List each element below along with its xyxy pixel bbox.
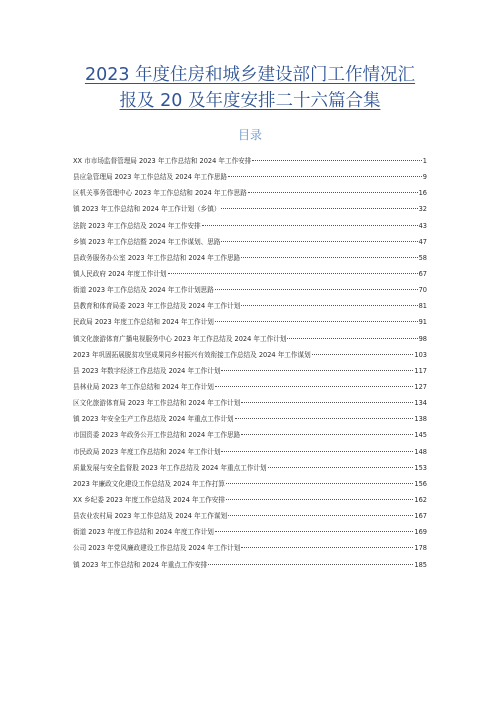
toc-entry-page-number[interactable]: 167 [414,512,427,521]
toc-entry-page-number[interactable]: 127 [414,382,427,391]
toc-entry-title[interactable]: XX 市市场监督管理局 2023 年工作总结和 2024 年工作安排 [73,157,252,165]
toc-dot-leader [215,531,414,532]
toc-entry[interactable] [73,169,427,185]
toc-entry[interactable] [73,427,427,443]
toc-entry-page-number[interactable]: 47 [418,237,427,246]
toc-entry[interactable] [73,444,427,460]
toc-entry-title[interactable]: 县政务服务办公室 2023 年工作总结和 2024 年工作思路 [73,253,241,262]
toc-dot-leader [215,289,418,290]
toc-entry-title[interactable]: 县 2023 年数字经济工作总结及 2024 年工作计划 [73,366,221,375]
toc-entry-page-number[interactable]: 138 [414,415,427,424]
toc-dot-leader [241,547,413,548]
toc-dot-leader [221,241,417,242]
toc-entry-page-number[interactable]: 162 [414,495,427,504]
toc-dot-leader [228,176,422,177]
toc-entry-title[interactable]: 公司 2023 年党风廉政建设工作总结及 2024 年工作计划 [73,544,241,553]
toc-entry[interactable] [73,395,427,411]
toc-dot-leader [226,483,413,484]
toc-dot-leader [168,273,418,274]
toc-entry[interactable] [73,250,427,266]
toc-entry-title[interactable]: 县应急管理局 2023 年工作总结及 2024 年工作思路 [73,173,228,182]
toc-entry-title[interactable]: 区机关事务管理中心 2023 年工作总结和 2024 年工作思路 [73,189,247,198]
toc-entry-page-number[interactable]: 156 [414,479,427,488]
toc-entry-title[interactable]: 县林业局 2023 年工作总结和 2024 年工作计划 [73,382,214,391]
toc-entry[interactable] [73,540,427,556]
toc-entry-title[interactable]: 区文化旅游体育局 2023 年工作总结和 2024 年工作计划 [73,399,241,408]
toc-entry[interactable] [73,347,427,363]
toc-dot-leader [235,418,414,419]
toc-entry-page-number[interactable]: 134 [414,399,427,408]
toc-entry-page-number[interactable]: 16 [418,189,427,198]
toc-entry-page-number[interactable]: 98 [418,334,427,343]
toc-dot-leader [202,225,418,226]
toc-dot-leader [241,257,417,258]
toc-entry-title[interactable]: 2023 年巩固拓展脱贫攻坚成果同乡村振兴有效衔接工作总结及 2024 年工作谋划 [73,350,311,359]
toc-dot-leader [248,192,418,193]
toc-entry-title[interactable]: 2023 年廉政文化建设工作总结及 2024 年工作打算 [73,479,225,488]
toc-entry-title[interactable]: 乡镇 2023 年工作总结暨 2024 年工作谋划、思路 [73,237,221,246]
toc-entry-title[interactable]: 镇 2023 年安全生产工作总结及 2024 年重点工作计划 [73,415,234,424]
toc-dot-leader [241,434,413,435]
toc-dot-leader [226,499,413,500]
toc-dot-leader [252,160,421,161]
toc-dot-leader [287,338,417,339]
document-title-line-2: 报及 20 及年度安排二十六篇合集 [119,91,381,111]
toc-entry-title[interactable]: 市国资委 2023 年政务公开工作总结和 2024 年工作思路 [73,431,241,440]
table-of-contents [73,153,427,573]
toc-entry-page-number[interactable]: 67 [418,269,427,278]
toc-entry-page-number[interactable]: 32 [418,205,427,214]
document-title-line-1: 2023 年度住房和城乡建设部门工作情况汇 [84,65,416,85]
toc-entry-page-number[interactable]: 91 [418,318,427,327]
toc-entry[interactable] [73,218,427,234]
toc-entry-page-number[interactable]: 43 [418,221,427,230]
toc-entry-page-number[interactable]: 185 [414,560,427,569]
toc-entry-page-number[interactable]: 9 [422,173,427,182]
toc-entry[interactable] [73,557,427,573]
toc-entry-page-number[interactable]: 81 [418,302,427,311]
toc-entry[interactable] [73,460,427,476]
toc-entry[interactable] [73,153,427,169]
toc-entry-title[interactable]: 法院 2023 年工作总结及 2024 年工作安排 [73,221,201,230]
toc-entry[interactable] [73,282,427,298]
toc-entry-page-number[interactable]: 58 [418,253,427,262]
toc-heading: 目录 [237,128,262,142]
toc-entry[interactable] [73,331,427,347]
toc-entry-page-number[interactable]: 103 [414,350,427,359]
toc-entry[interactable] [73,363,427,379]
toc-entry-page-number[interactable]: 1 [422,157,427,165]
toc-entry-title[interactable]: 镇 2023 年工作总结和 2024 年工作计划（乡镇） [73,205,221,214]
toc-entry[interactable] [73,201,427,217]
toc-dot-leader [228,515,413,516]
toc-entry[interactable] [73,492,427,508]
toc-entry-title[interactable]: 民政局 2023 年度工作总结和 2024 年工作计划 [73,318,214,327]
toc-dot-leader [221,451,413,452]
toc-dot-leader [221,208,417,209]
toc-dot-leader [241,402,413,403]
toc-entry[interactable] [73,185,427,201]
toc-entry-page-number[interactable]: 148 [414,447,427,456]
toc-entry-page-number[interactable]: 145 [414,431,427,440]
toc-entry-page-number[interactable]: 70 [418,286,427,295]
toc-entry[interactable] [73,234,427,250]
toc-entry[interactable] [73,508,427,524]
toc-entry[interactable] [73,411,427,427]
toc-dot-leader [221,370,413,371]
toc-entry[interactable] [73,314,427,330]
toc-dot-leader [312,354,414,355]
toc-entry-page-number[interactable]: 117 [414,366,427,375]
toc-entry[interactable] [73,298,427,314]
toc-entry[interactable] [73,379,427,395]
toc-entry-title[interactable]: 县农业农村局 2023 年工作总结及 2024 年工作谋划 [73,512,228,521]
toc-entry[interactable] [73,476,427,492]
toc-dot-leader [268,467,414,468]
toc-entry-page-number[interactable]: 153 [414,463,427,472]
toc-entry-title[interactable]: 县教育和体育局委 2023 年工作总结及 2024 年工作计划 [73,302,241,311]
toc-dot-leader [208,564,413,565]
toc-entry-title[interactable]: 市民政局 2023 年度工作总结和 2024 年工作计划 [73,447,221,456]
toc-entry-title[interactable]: 街道 2023 年度工作总结和 2024 年度工作计划 [73,528,214,537]
toc-entry-title[interactable]: 镇 2023 年工作总结和 2024 年重点工作安排 [73,560,208,569]
toc-dot-leader [215,321,418,322]
toc-dot-leader [215,386,414,387]
toc-entry-title[interactable]: 镇人民政府 2024 年度工作计划 [73,269,167,278]
toc-entry-title[interactable]: 街道 2023 年工作总结及 2024 年工作计划思路 [73,286,214,295]
toc-entry-page-number[interactable]: 178 [414,544,427,553]
toc-entry-page-number[interactable]: 169 [414,528,427,537]
toc-entry-title[interactable]: 镇文化旅游体育广播电视服务中心 2023 年工作总结及 2024 年工作计划 [73,334,287,343]
toc-entry[interactable] [73,266,427,282]
toc-dot-leader [241,305,417,306]
toc-entry-title[interactable]: 质量发展与安全监督股 2023 年工作总结及 2024 年重点工作计划 [73,463,267,472]
toc-entry[interactable] [73,524,427,540]
toc-entry-title[interactable]: XX 乡纪委 2023 年度工作总结及 2024 年工作安排 [73,495,225,504]
